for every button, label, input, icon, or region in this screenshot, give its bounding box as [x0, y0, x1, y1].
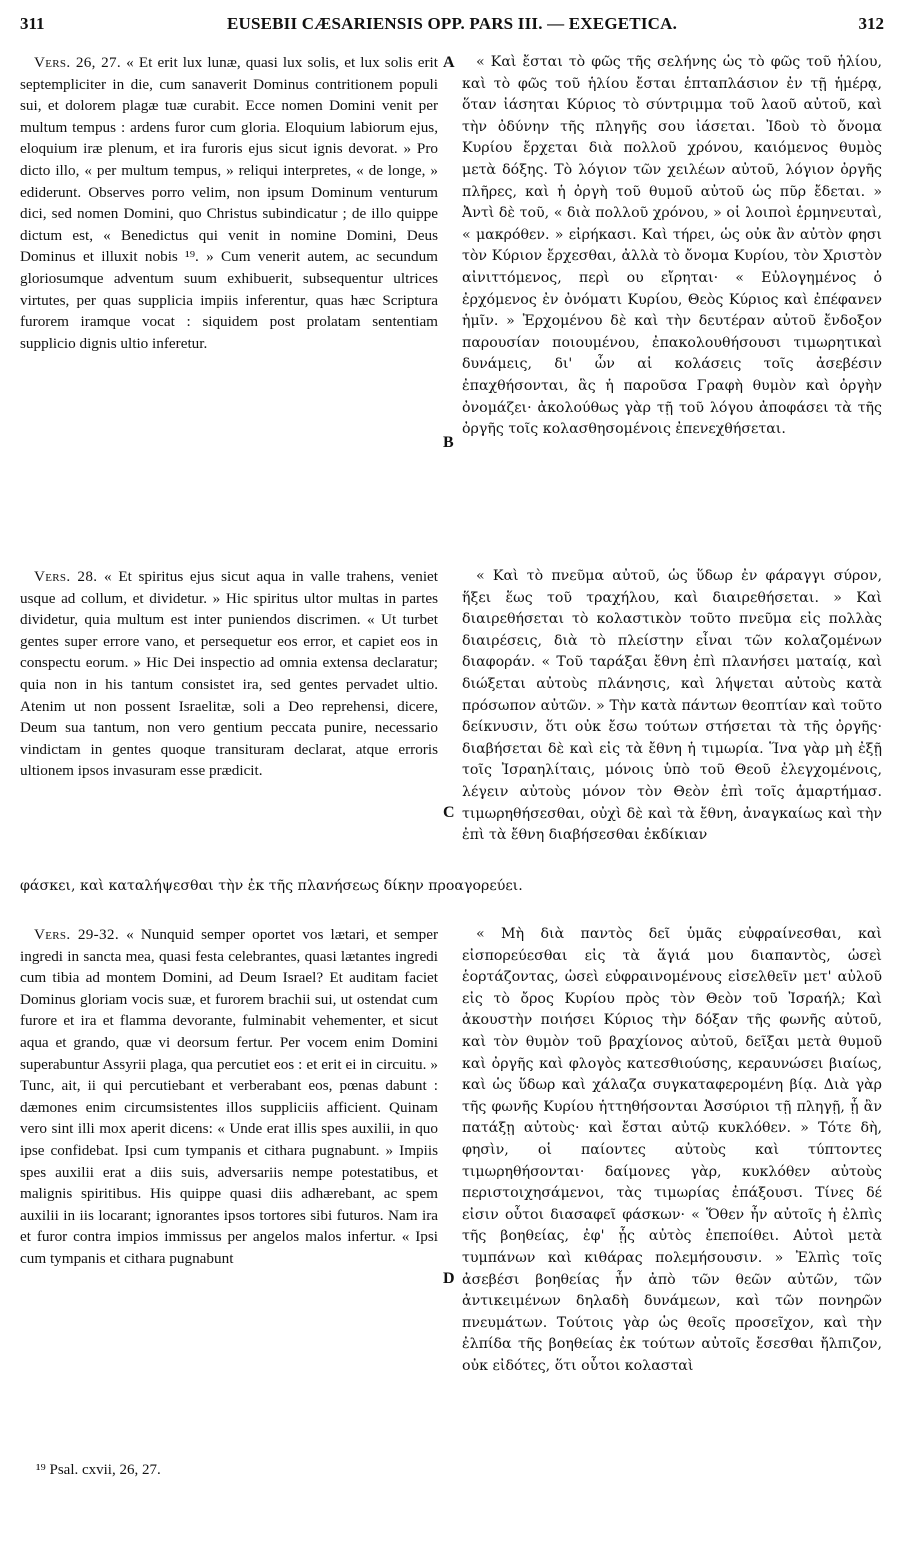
latin-column-section-2	[20, 566, 438, 874]
greek-column-section-2	[462, 566, 882, 874]
greek-text: « Μὴ διὰ παντὸς δεῖ ὑμᾶς εὐφραίνεσθαι, καὶ εἰσπορεύεσθαι εἰς τὰ ἅγιά μου διαπαντὸς, ὡσεὶ ἑορτάζοντας, ὡσεὶ εὐφραινομένους εἰσελθεῖν μετ' αὐλοῦ εἰς τὸ ὄρος Κυρίου πρὸς τὸν Θεὸν τοῦ Ἰσραήλ; Καὶ ἀκουστὴν ποιήσει Κύριος τὴν δόξαν τῆς φωνῆς αὐτοῦ, καὶ τὸν θυμὸν τοῦ βραχίονος αὐτοῦ, δεῖξαι μετὰ θυμοῦ καὶ ὀργῆς καὶ φλογὸς κατεσθιούσης, κεραυνώσει βιαίως, καὶ ὡς ὕδωρ καὶ χάλαζα συγκαταφερομένη βίᾳ. Διὰ γὰρ τῆς φωνῆς Κυρίου ἡττηθήσονται Ἀσσύριοι τῇ πληγῇ, ᾗ ἂν πατάξῃ αὐτοὺς· καὶ ἔσται αὐτῷ κυκλόθεν. » Τότε δὴ, φησὶν, οἱ παίοντες αὐτοὺς καὶ τύπτοντες τιμωρηθήσονται· δαίμονες γὰρ, κυκλόθεν αὐτοὺς περιστοιχησάμενοι, τὰς τιμωρίας ἐπάξουσι. Τίνες δέ εἰσιν οὗτοι διασαφεῖ φάσκων· « Ὅθεν ἦν αὐτοῖς ἡ ἐλπὶς τῆς βοηθείας, ἐφ' ᾗς αὐτὸς ἐπεποίθει. Αὐτοὶ μετὰ τυμπάνων καὶ κιθάρας πολεμήσουσιν. » Ἐλπὶς τοῖς ἀσεβέσι βοηθείας ἦν ἀπὸ τῶν θεῶν αὐτῶν, τῶν ἀντικειμένων δηλαδὴ δυνάμεων, καὶ τῶν πονηρῶν πνευμάτων. Τούτοις γὰρ ὡς θεοῖς προσεῖχον, καὶ τὴν ἐλπίδα τῆς βοηθείας ἐκ τούτων αὐτοῖς ἔσεσθαι ἤλπιζον, οὐκ εἰδότες, ὅτι οὗτοι κολασταὶ	[462, 926, 882, 1374]
greek-text: « Καὶ τὸ πνεῦμα αὐτοῦ, ὡς ὕδωρ ἐν φάραγγι σύρον, ἥξει ἕως τοῦ τραχήλου, καὶ διαιρεθήσεται. » Καὶ διαιρεθήσεται τὸ κολαστικὸν τοῦτο πνεῦμα εἰς πολλὰς διαιρέσεις, διὰ τὸ πλείστην εἶναι τῶν κολαζομένων διαφοράν. « Τοῦ ταράξαι ἔθνη ἐπὶ πλανήσει ματαίᾳ, καὶ διώξεται αὐτοὺς πλάνησις, καὶ λήψεται αὐτοὺς κατὰ πρόσωπον αὐτῶν. » Τὴν κατὰ πάντων θεοπτίαν καὶ τοῦτο δείκνυσιν, ὅτι οὐκ ἔσω τούτων στήσεται τὰ τῆς ὀργῆς· διαβήσεται δὲ καὶ εἰς τὰ ἔθνη ἡ τιμωρία. Ἵνα γὰρ μὴ ἐξῇ τοῖς Ἰσραηλίταις, μόνοις ὑπὸ τοῦ Θεοῦ ἐλεγχομένοις, λέγειν αὐτοὺς μόνον τὸν Θεὸν ἐπὶ τοῖς ἁμαρτήμασ. τιμωρηθήσεσθαι, οὐχὶ δὲ καὶ τὰ ἔθνη, ἀναγκαίως καὶ τὴν ἐπὶ τὰ ἔθνη διαβήσεσθαι ἐκδίκιαν	[462, 568, 882, 844]
page-header	[12, 14, 892, 40]
greek-column-section-1	[462, 52, 882, 542]
verse-label: Vers. 26, 27.	[34, 54, 122, 71]
greek-column-section-3	[462, 924, 882, 1452]
footnote: ¹⁹ Psal. cxvii, 26, 27.	[36, 1462, 161, 1478]
verse-label: Vers. 28.	[34, 568, 98, 585]
latin-column-section-3	[20, 924, 438, 1452]
latin-text: « Nunquid semper oportet vos lætari, et semper ingredi in sancta mea, quasi festa celebrantes, quasi lætantes ingredi cum tibia ad montem Domini, ad Deum Israel? Et auditam faciet Dominus gloriam vocis suæ, et furorem brachii sui, ut ostendat cum furore et ira et flamma devorante, fulminabit vehementer, et sicut aqua et grando, quæ vi deorsum fertur. Per vocem enim Domini superabuntur Assyrii plaga, qua percutiet eos : et erit ei in circuitu. » Tunc, ait, ii qui percutiebant et verberabant eos, pœnas dabunt : dæmones enim circumsistentes illos suppliciis afficient. Quinam vero sint illi mox aperit dicens: « Unde erat illis spes auxilii, in quo ipse confidebat. Ipsi cum tympanis et cithara pugnabunt. » Impiis spes auxilii erat a diis suis, adversariis nempe potestatibus, et malignis spiritibus. His quippe quasi diis adhærebant, ac spem auxilii in iis locarant; ignorantes ipsos tortores sibi futuros. Nam ira et furor contra impios immissus per angelos malos infertur. « Ipsi cum tympanis et cithara pugnabunt	[20, 926, 438, 1267]
verse-label: Vers. 29-32.	[34, 926, 119, 943]
page-number-right: 312	[858, 14, 884, 33]
running-title: EUSEBII CÆSARIENSIS OPP. PARS III. — EXEGETICA.	[226, 14, 678, 33]
margin-marker-a: A	[443, 54, 455, 71]
page-number-left: 311	[20, 14, 45, 33]
latin-column-section-1	[20, 52, 438, 492]
margin-marker-c: C	[443, 804, 455, 821]
greek-spill-line: φάσκει, καὶ καταλήψεσθαι τὴν ἐκ τῆς πλανήσεως δίκην προαγορεύει.	[20, 878, 523, 894]
margin-marker-d: D	[443, 1270, 455, 1287]
latin-text: « Et spiritus ejus sicut aqua in valle trahens, veniet usque ad collum, et dividetur. » Hic spiritus ultor multas in partes dividetur, quia multum est inter puniendos discrimen. « Ut turbet gentes super errore vano, et persequetur eos error, et capiet eos in conspectu eorum. » Hic Dei inspectio ad omnia extensa declaratur; quia non in his tantum consistet ira, sed gentes pervadet ultio. Atenim ut non possent Israelitæ, soli a Deo reprehensi, dicere, Deum sua tantum, non vero gentium peccata punire, necessario vindictam in gentes quoque transituram declarat, atque erroris ultionem ipsos invasuram esse prædicit.	[20, 568, 439, 780]
greek-text: « Καὶ ἔσται τὸ φῶς τῆς σελήνης ὡς τὸ φῶς τοῦ ἡλίου, καὶ τὸ φῶς τοῦ ἡλίου ἔσται ἑπταπλάσιον ἐν τῇ ἡμέρᾳ, ὅταν ἰάσηται Κύριος τὸ σύντριμμα τοῦ λαοῦ αὐτοῦ, καὶ τὴν ὀδύνην τῆς πληγῆς σου ἰάσεται. Ἰδοὺ τὸ ὄνομα Κυρίου ἔρχεται διὰ πολλοῦ χρόνου, καιόμενος θυμὸς μετὰ δόξης. Τὸ λόγιον τῶν χειλέων αὐτοῦ, λόγιον ὀργῆς πλῆρες, καὶ ἡ ὀργὴ τοῦ θυμοῦ αὐτοῦ ὡς πῦρ ἔδεται. » Ἀντὶ δὲ τοῦ, « διὰ πολλοῦ χρόνου, » οἱ λοιποὶ ἑρμηνευταὶ, « μακρόθεν. » εἰρήκασι. Καὶ τήρει, ὡς οὐκ ἂν αὐτὸν φησι τὸν Κύριον ἔρχεσθαι, ἀλλὰ τὸ ὄνομα Κυρίου, τὸν Χριστὸν αἰνιττόμενος, περὶ ου εἴρηται· « Εὐλογημένος ὁ ἐρχόμενος ἐν ὀνόματι Κυρίου, Θεὸς Κύριος καὶ ἐπέφανεν ἡμῖν. » Ἐρχομένου δὲ καὶ τὴν δευτέραν αὐτοῦ ἔνδοξον παρουσίαν ποιουμένου, ἐπακολουθήσουσι τιμωρητικαὶ δυνάμεις, δι' ὧν αἱ κολάσεις τοῖς ἀσεβέσιν ἐπαχθήσονται, ἃς ἡ παροῦσα Γραφὴ θυμὸν καὶ ὀργὴν ὀνομάζει· ἀκολούθως γὰρ τῇ τοῦ λόγου ἀποφάσει τὰ τῆς ὀργῆς τοῖς κολασθησομένοις ἐπενεχθήσεται.	[462, 54, 882, 438]
margin-marker-b: B	[443, 434, 454, 451]
latin-text: « Et erit lux lunæ, quasi lux solis, et lux solis erit septempliciter in die, cum sanaverit Dominus contritionem populi sui, et dolorem plagæ tuæ curabit. Ecce nomen Domini venit per multum tempus : ardens furor cum gloria. Eloquium labiorum ejus, eloquium iræ plenum, et ira furoris ejus sicut ignis devorat. » Pro dicto illo, « per multum tempus, » reliqui interpretes, « de longe, » ediderunt. Observes porro velim, non ipsum Dominum venturum dici, sed nomen Domini, quo Christus subindicatur ; de illo quippe dictum est, « Benedictus qui venit in nomine Domini, Deus Dominus et illuxit nobis ¹⁹. » Cum venerit autem, ac secundum gloriosumque adventum suum exhibuerit, subsequentur ultrices virtutes, per quas supplicia impiis inferentur, quas hæc Scriptura furorem iramque vocat : siquidem post prolatam sententiam supplicio dignis ultio inferetur.	[20, 54, 438, 352]
